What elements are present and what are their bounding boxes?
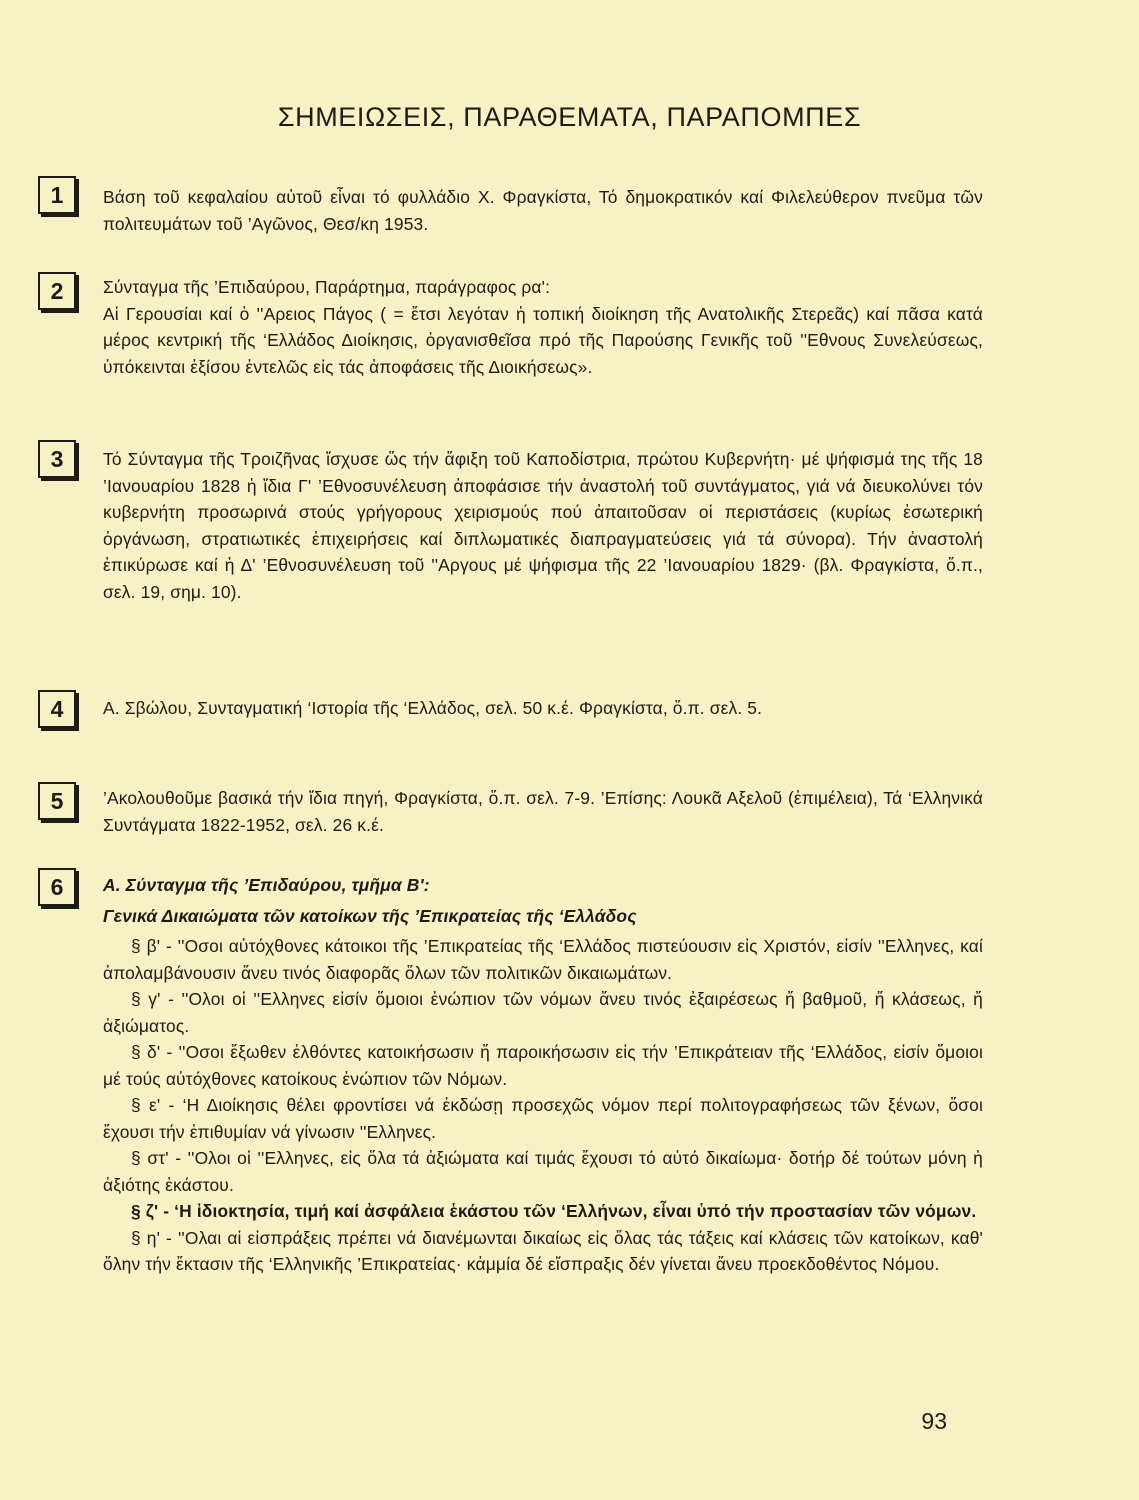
article-section: § β' - ''Οσοι αὐτόχθονες κάτοικοι τῆς ’Επικρατείας τῆς ‘Ελλάδος πιστεύουσιν εἰς Χριστόν, εἰσίν ''Ελληνες, καί ἀπολαμβάνουσιν ἄνευ τινός διαφορᾶς ὅλων τῶν πολιτικῶν δικαιωμάτων. — [103, 936, 983, 983]
note-body — [103, 695, 983, 722]
article-section: § ζ' - ‘Η ἰδιοκτησία, τιμή καί ἀσφάλεια ἑκάστου τῶν ‘Ελλήνων, εἶναι ὑπό τήν προστασίαν τῶν νόμων. — [131, 1201, 977, 1221]
note-body — [103, 446, 983, 605]
note-subheading: Γενικά Δικαιώματα τῶν κατοίκων τῆς ’Επικρατείας τῆς ‘Ελλάδος — [103, 905, 637, 926]
article-section: § η' - ''Ολαι αἱ εἰσπράξεις πρέπει νά διανέμωνται δικαίως εἰς ὅλας τάς τάξεις καί κλάσεις τῶν κατοίκων, καθ' ὅλην τήν ἔκτασιν τῆς ‘Ελληνικῆς ’Επικρατείας· κἀμμία δέ εἴσπραξις δέν γίνεται ἄνευ προεκδοθέντος Νόμου. — [103, 1227, 983, 1274]
note-number-box: 2 — [38, 272, 76, 310]
note-paragraph: Αἱ Γερουσίαι καί ὁ ''Αρειος Πάγος ( = ἔτσι λεγόταν ἡ τοπική διοίκηση τῆς Ανατολικῆς Στερεᾶς) καί πᾶσα κατά μέρος κεντρική τῆς ‘Ελλάδος Διοίκησις, ὀργανισθεῖσα πρό τῆς Παρούσης Γενικῆς τοῦ ''Εθνους Συνελεύσεως, ὑπόκεινται ἐξίσου ἐντελῶς εἰς τάς ἀποφάσεις τῆς Διοικήσεως». — [103, 303, 983, 377]
note-body — [103, 872, 983, 1278]
note-number-box: 3 — [38, 440, 76, 478]
note-number-box: 5 — [38, 782, 76, 820]
article-section: § ε' - ‘Η Διοίκησις θέλει φροντίσει νά ἐκδώσῃ προσεχῶς νόμον περί πολιτογραφήσεως τῶν ξένων, ὅσοι ἔχουσι τήν ἐπιθυμίαν νά γίνωσιν ''Ελληνες. — [103, 1095, 983, 1142]
page-title: ΣΗΜΕΙΩΣΕΙΣ, ΠΑΡΑΘΕΜΑΤΑ, ΠΑΡΑΠΟΜΠΕΣ — [277, 102, 862, 132]
page-number: 93 — [921, 1408, 947, 1434]
article-section: § στ' - ''Ολοι οἱ ''Ελληνες, εἰς ὅλα τά ἀξιώματα καί τιμάς ἔχουσι τό αὐτό δικαίωμα· δοτήρ δέ τούτων μόνη ἡ ἀξιότης ἑκάστου. — [103, 1148, 983, 1195]
article-section: § δ' - ''Οσοι ἔξωθεν ἐλθόντες κατοικήσωσιν ἤ παροικήσωσιν εἰς τήν ’Επικράτειαν τῆς ‘Ελλάδος, εἰσίν ὅμοιοι μέ τούς αὐτόχθονες κατοίκους ἐνώπιον τῶν Νόμων. — [103, 1042, 983, 1089]
note-paragraph: ’Ακολουθοῦμε βασικά τήν ἴδια πηγή, Φραγκίστα, ὅ.π. σελ. 7-9. ’Επίσης: Λουκᾶ Αξελοῦ (ἐπιμέλεια), Τά ‘Ελληνικά Συντάγματα 1822-1952, σελ. 26 κ.έ. — [103, 788, 983, 835]
note-body — [103, 274, 983, 380]
note-body — [103, 184, 983, 237]
article-section: § γ' - ''Ολοι οἱ ''Ελληνες εἰσίν ὅμοιοι ἐνώπιον τῶν νόμων ἄνευ τινός ἐξαιρέσεως ἤ βαθμοῦ, ἤ κλάσεως, ἤ ἀξιώματος. — [103, 989, 983, 1036]
note-number-box: 6 — [38, 868, 76, 906]
note-paragraph: Α. Σβώλου, Συνταγματική ‘Ιστορία τῆς ‘Ελλάδος, σελ. 50 κ.έ. Φραγκίστα, ὅ.π. σελ. 5. — [103, 698, 763, 718]
note-heading: Α. Σύνταγμα τῆς ’Επιδαύρου, τμῆμα Β': — [103, 875, 430, 895]
note-number-box: 4 — [38, 690, 76, 728]
note-body — [103, 785, 983, 838]
note-paragraph: Βάση τοῦ κεφαλαίου αὐτοῦ εἶναι τό φυλλάδιο Χ. Φραγκίστα, Τό δημοκρατικόν καί Φιλελεύθερον πνεῦμα τῶν πολιτευμάτων τοῦ ’Αγῶνος, Θεσ/κη 1953. — [103, 187, 983, 234]
note-number-box: 1 — [38, 176, 76, 214]
note-paragraph: Σύνταγμα τῆς ’Επιδαύρου, Παράρτημα, παράγραφος ρα': — [103, 277, 551, 297]
note-paragraph: Τό Σύνταγμα τῆς Τροιζῆνας ἴσχυσε ὥς τήν ἄφιξη τοῦ Καποδίστρια, πρώτου Κυβερνήτη· μέ ψήφισμά της τῆς 18 ’Ιανουαρίου 1828 ἡ ἴδια Γ' ’Εθνοσυνέλευση ἀποφάσισε τήν ἀναστολή τοῦ συντάγματος, γιά νά διευκολύνει τόν κυβερνήτη προσωρινά στούς γρήγορους χειρισμούς πού ἀπαιτοῦσαν οἱ περιστάσεις (κυρίως ἐσωτερική ὀργάνωση, στρατιωτικές ἐπιχειρήσεις καί διπλωματικές διαπραγματεύσεις γιά τά σύνορα). Τήν ἀναστολή ἐπικύρωσε καί ἡ Δ' ’Εθνοσυνέλευση τοῦ ''Αργους μέ ψήφισμα τῆς 22 ’Ιανουαρίου 1829· (βλ. Φραγκίστα, ὅ.π., σελ. 19, σημ. 10). — [103, 449, 983, 602]
